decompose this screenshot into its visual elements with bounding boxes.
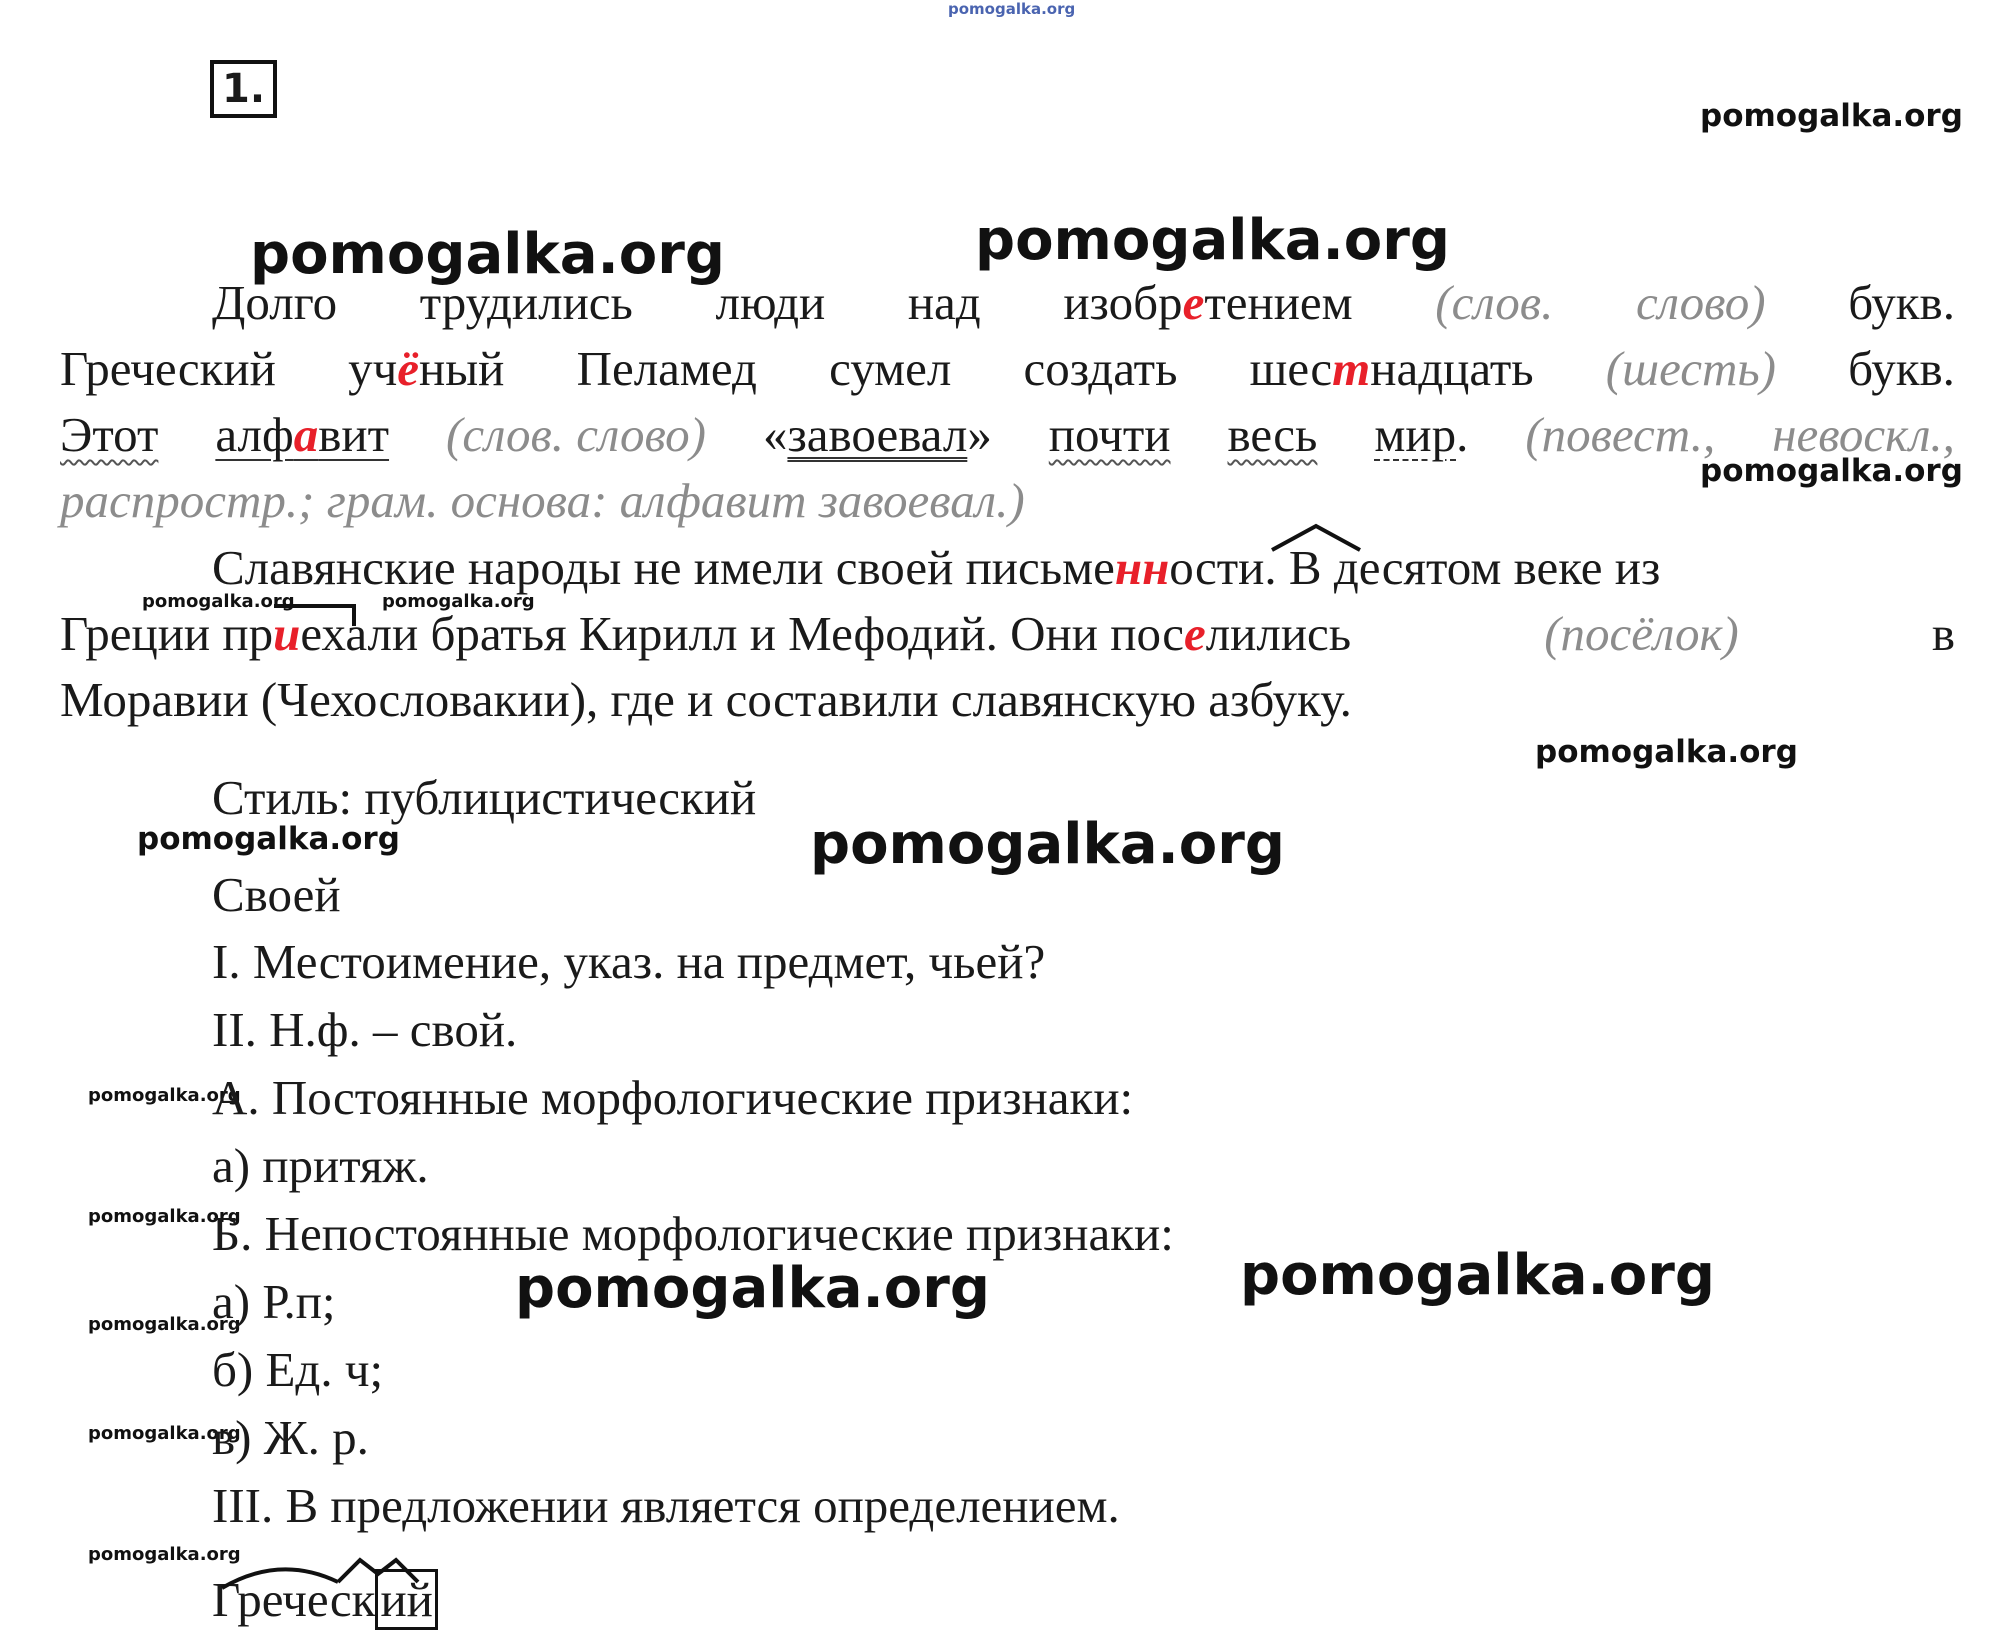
root-suffix-marks-icon [218,1548,478,1608]
analysis-point-i: I. Местоимение, указ. на предмет, чьей? [212,934,1046,989]
analysis-point-b3: в) Ж. р. [212,1410,369,1465]
style-line: Стиль: публицистический [212,770,757,825]
word-ending: ий [375,1569,437,1630]
analysis-point-a1: а) притяж. [212,1138,429,1193]
watermark-top: pomogalka.org [948,0,1076,18]
watermark: pomogalka.org [975,208,1450,273]
word-uchenyi: учёный [348,341,505,396]
watermark: pomogalka.org [1240,1243,1715,1308]
analysis-point-b: Б. Непостоянные морфологические признаки: [212,1206,1174,1261]
paragraph1-line2: Греческий учёный Пеламед сумел создать шестнадцать (шесть) букв. [60,336,1955,402]
paragraph1-line3: Этот алфавит (слов. слово) «завоевал» почти весь мир. (повест., невоскл., [60,402,1955,468]
watermark: pomogalka.org [515,1256,990,1321]
prefix-mark-icon [270,600,360,630]
orthogram-letter: ё [397,341,419,396]
word-izobretenie: изобретением [1063,275,1353,330]
paragraph1-line4: распростр.; грам. основа: алфавит завоевал.) [60,473,1025,528]
word-stem: Греческ [212,1572,376,1627]
word-shestnadcat: шестнадцать [1249,341,1534,396]
word-zavoeval: «завоевал» [762,407,992,462]
analysis-point-iii: III. В предложении является определением. [212,1478,1120,1533]
orthogram-letter: а [293,407,319,462]
watermark: pomogalka.org [382,591,535,612]
orthogram-letters: нн [1114,540,1170,595]
watermark: pomogalka.org [137,821,400,857]
orthogram-letter: е [1183,606,1206,661]
watermark: pomogalka.org [1535,734,1798,770]
word-priehali: Греции приехали братья Кирилл и Мефодий. Они поселились [60,606,1352,661]
orthogram-letter: т [1332,341,1371,396]
watermark: pomogalka.org [88,1423,241,1444]
paragraph2-line1 [212,535,1955,601]
suffix-arc-icon [1268,520,1364,556]
word-etot: Этот [60,407,159,462]
paragraph1-line1: Долго трудились люди над изобретением (слов. слово) букв. [212,270,1955,336]
watermark: pomogalka.org [1700,98,1963,134]
watermark: pomogalka.org [88,1314,241,1335]
analysis-point-a: А. Постоянные морфологические признаки: [212,1070,1134,1125]
analysis-point-b2: б) Ед. ч; [212,1342,384,1397]
watermark: pomogalka.org [142,591,295,612]
task-number: 1. [210,60,277,118]
watermark: pomogalka.org [1700,453,1963,489]
analysis-point-b1: а) Р.п; [212,1274,336,1329]
watermark: pomogalka.org [88,1206,241,1227]
watermark: pomogalka.org [88,1544,241,1565]
word-pismennost: Славянские народы не имели своей письменности. В десятом веке из [212,540,1661,595]
watermark: pomogalka.org [88,1085,241,1106]
watermark: pomogalka.org [250,222,725,287]
orthogram-letter: и [273,606,301,661]
analysis-point-ii: II. Н.ф. – свой. [212,1002,518,1057]
analysis-word: Своей [212,867,341,922]
word-alfavit: алфавит [215,407,390,462]
paragraph2-line2: Греции приехали братья Кирилл и Мефодий. Они поселились (посёлок) в [60,601,1955,667]
orthogram-letter: е [1182,275,1205,330]
watermark: pomogalka.org [810,812,1285,877]
paragraph2-line3: Моравии (Чехословакии), где и составили славянскую азбуку. [60,672,1352,727]
